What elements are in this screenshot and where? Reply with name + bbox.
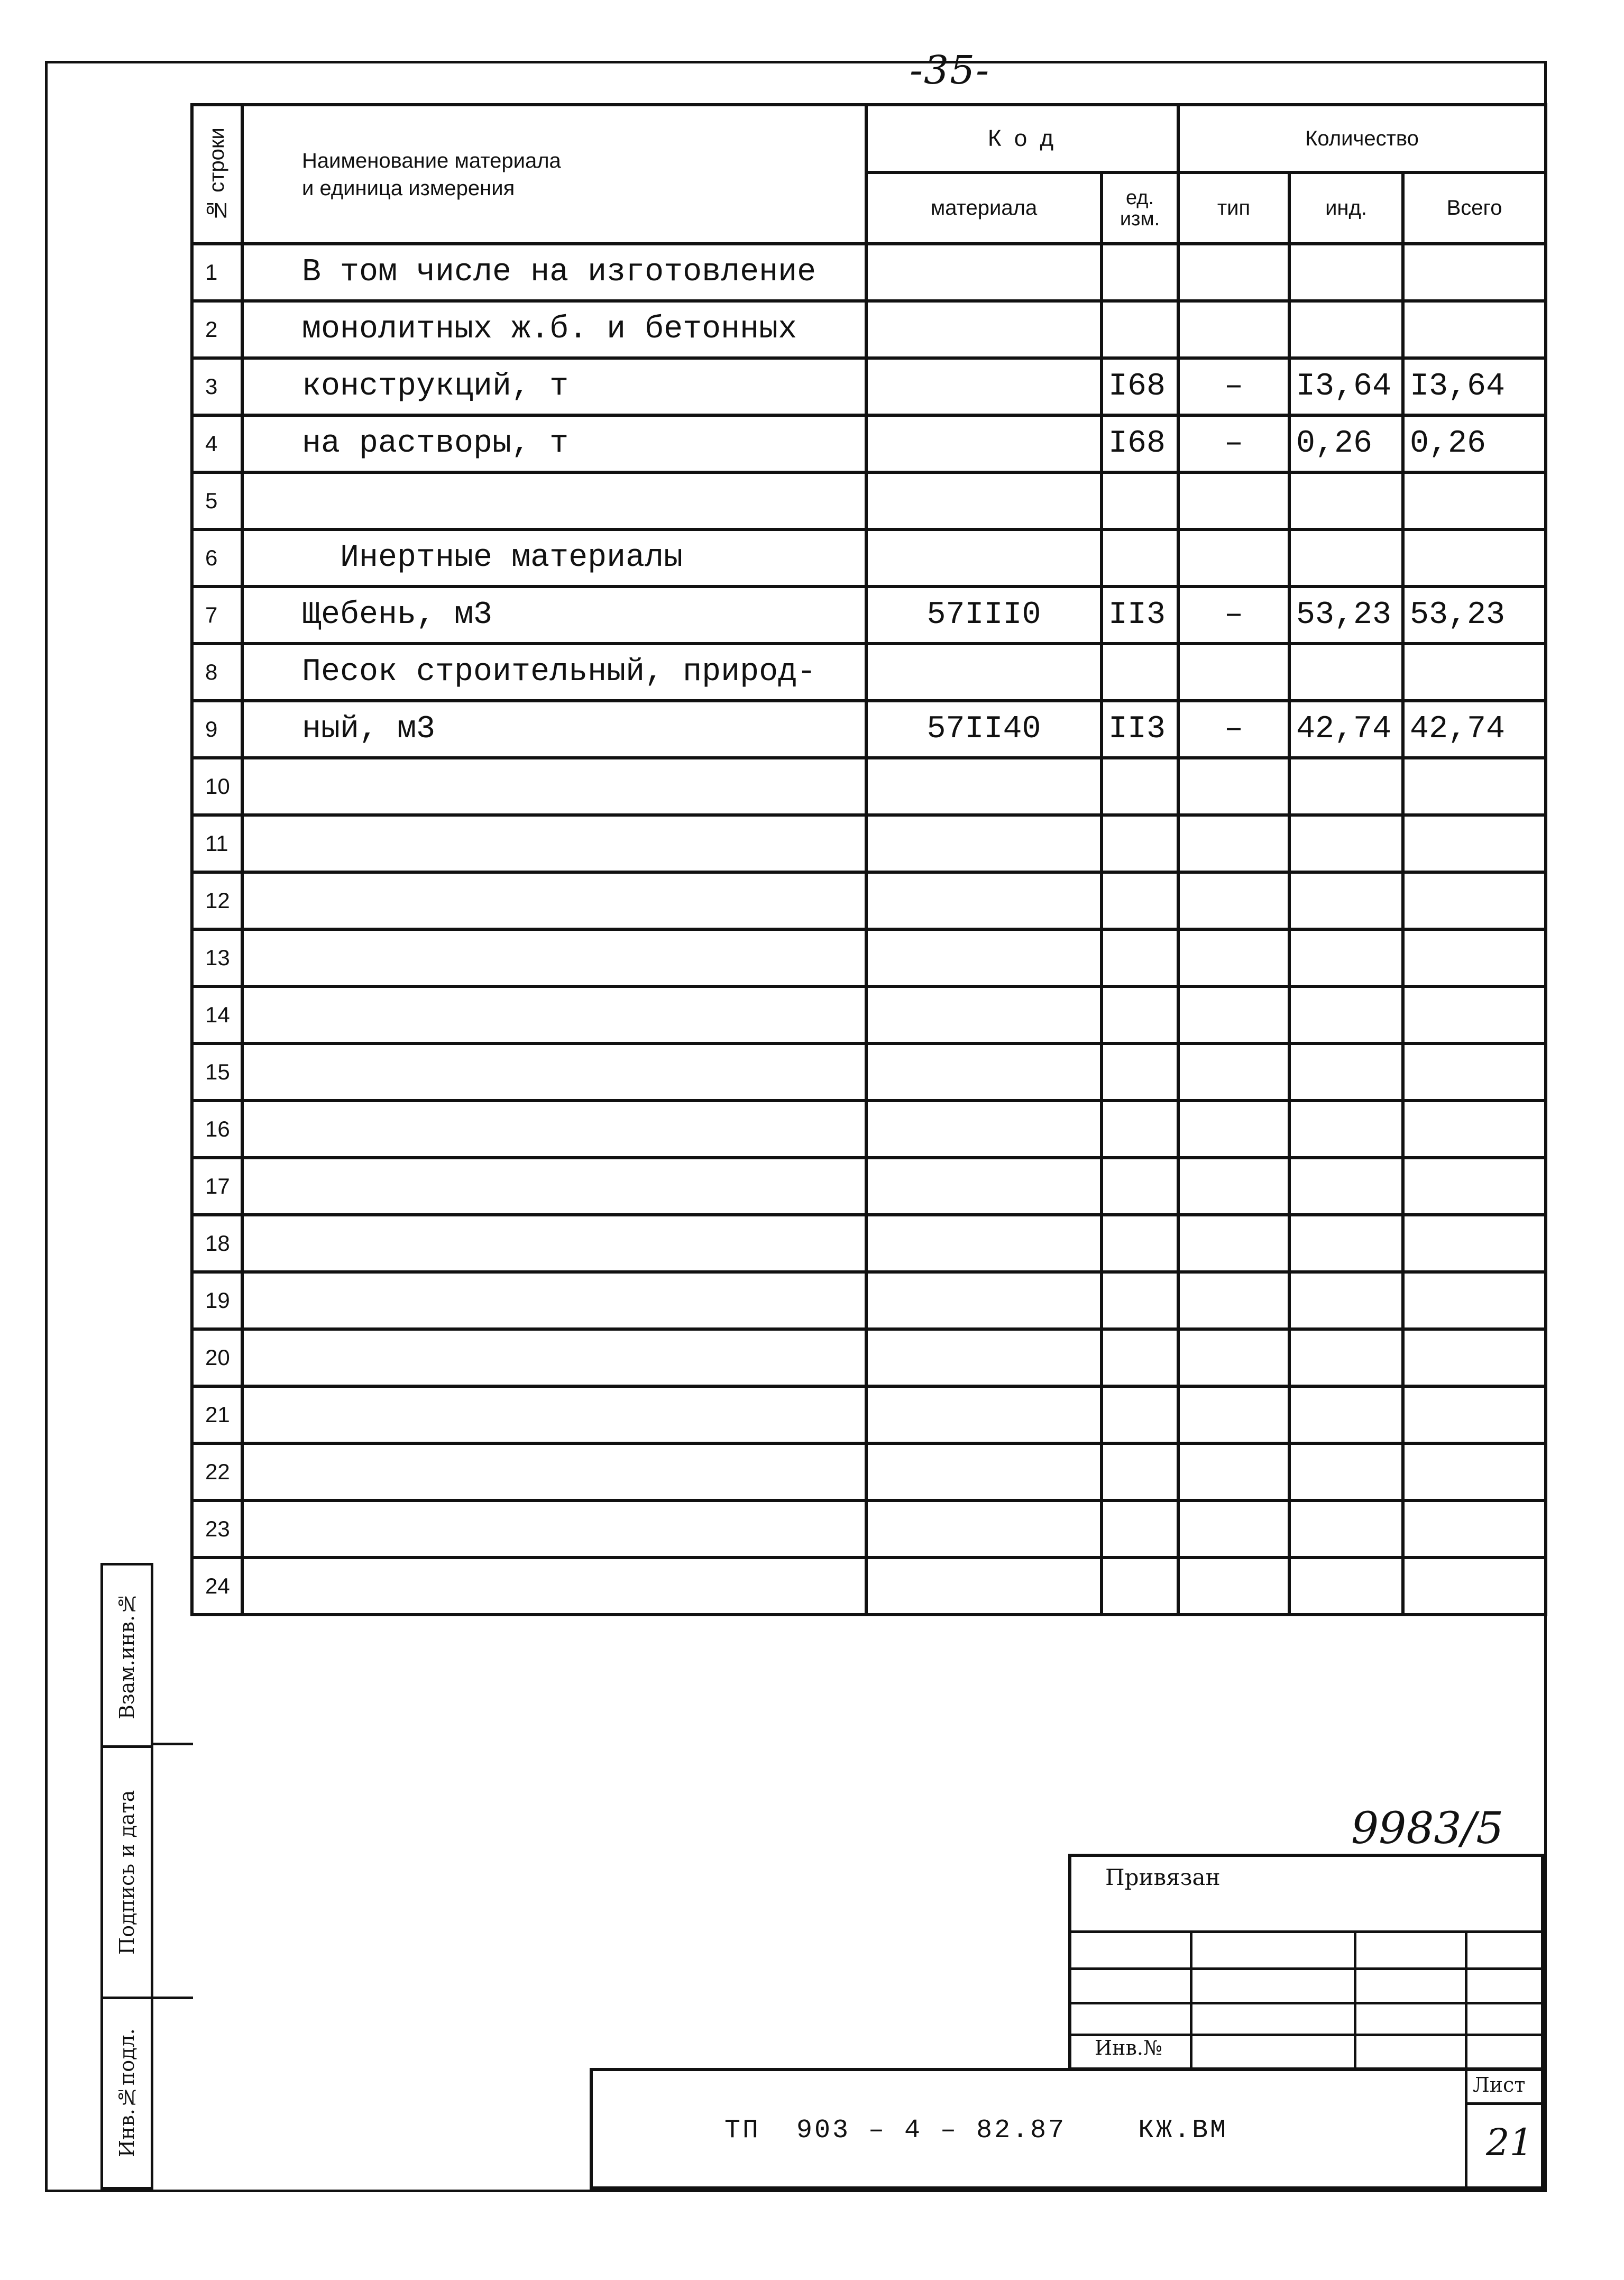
cell-code (866, 472, 1102, 529)
cell-ind (1289, 815, 1403, 872)
cell-name (242, 1329, 866, 1386)
cell-unit (1102, 529, 1178, 587)
cell-no: 24 (192, 1558, 242, 1615)
header-ind: инд. (1289, 172, 1403, 244)
cell-unit: II3 (1102, 587, 1178, 644)
cell-unit: I68 (1102, 415, 1178, 472)
table-row (192, 644, 1546, 701)
cell-ind (1289, 1443, 1403, 1500)
cell-no: 18 (192, 1215, 242, 1272)
cell-total (1403, 1215, 1546, 1272)
cell-ind (1289, 872, 1403, 929)
cell-unit (1102, 644, 1178, 701)
cell-code (866, 929, 1102, 986)
cell-no: 11 (192, 815, 242, 872)
header-quantity: Количество (1178, 105, 1546, 172)
side-stamp-strip (151, 1563, 196, 2190)
cell-type (1178, 758, 1289, 815)
cell-ind (1289, 1558, 1403, 1615)
inv-no-label: Инв.№ (1095, 2036, 1162, 2059)
cell-code (866, 1443, 1102, 1500)
cell-unit (1102, 929, 1178, 986)
cell-code: 57III0 (866, 587, 1102, 644)
cell-name (242, 872, 866, 929)
cell-code (866, 1386, 1102, 1443)
cell-ind (1289, 244, 1403, 301)
cell-unit (1102, 1158, 1178, 1215)
cell-ind (1289, 1101, 1403, 1158)
cell-no: 14 (192, 986, 242, 1043)
cell-unit (1102, 986, 1178, 1043)
cell-total: 0,26 (1403, 415, 1546, 472)
table-row (192, 301, 1546, 358)
cell-total (1403, 1443, 1546, 1500)
cell-total: 53,23 (1403, 587, 1546, 644)
cell-ind: 0,26 (1289, 415, 1403, 472)
cell-name: Песок строительный, природ- (242, 644, 866, 701)
cell-name (242, 1443, 866, 1500)
cell-type (1178, 872, 1289, 929)
cell-unit (1102, 1272, 1178, 1329)
cell-code (866, 1558, 1102, 1615)
cell-ind (1289, 1272, 1403, 1329)
cell-ind (1289, 1215, 1403, 1272)
cell-unit: I68 (1102, 358, 1178, 415)
cell-total: 42,74 (1403, 701, 1546, 758)
page-number: -35- (910, 48, 990, 93)
sheet-label: Лист (1473, 2073, 1526, 2096)
table-row (192, 529, 1546, 587)
table-row (192, 1443, 1546, 1500)
side-inv-podl: Инв.№подл. (100, 1997, 153, 2190)
tb-hline-2 (1068, 1967, 1544, 1970)
cell-type: – (1178, 701, 1289, 758)
cell-code (866, 358, 1102, 415)
cell-type (1178, 1158, 1289, 1215)
table-row (192, 244, 1546, 301)
cell-total (1403, 244, 1546, 301)
cell-unit (1102, 1443, 1178, 1500)
cell-type (1178, 644, 1289, 701)
cell-no: 20 (192, 1329, 242, 1386)
table-row (192, 1158, 1546, 1215)
cell-ind (1289, 929, 1403, 986)
cell-total (1403, 1043, 1546, 1101)
cell-code (866, 1215, 1102, 1272)
cell-no: 19 (192, 1272, 242, 1329)
cell-type (1178, 1101, 1289, 1158)
cell-type (1178, 1215, 1289, 1272)
cell-type (1178, 986, 1289, 1043)
cell-type (1178, 529, 1289, 587)
cell-no: 6 (192, 529, 242, 587)
table-row (192, 1558, 1546, 1615)
cell-no: 17 (192, 1158, 242, 1215)
cell-no: 3 (192, 358, 242, 415)
tb-vline-1 (1190, 1930, 1192, 2071)
cell-ind (1289, 1329, 1403, 1386)
side-divider-2 (151, 1997, 193, 1999)
cell-code (866, 529, 1102, 587)
table-row (192, 415, 1546, 472)
table-row (192, 1215, 1546, 1272)
table-row (192, 1386, 1546, 1443)
cell-name (242, 986, 866, 1043)
cell-total (1403, 815, 1546, 872)
side-vzam-inv: Взам.инв.№ (100, 1563, 153, 1748)
cell-ind: I3,64 (1289, 358, 1403, 415)
privyazan-label: Привязан (1105, 1864, 1221, 1890)
side-podpis-data: Подпись и дата (100, 1745, 153, 1999)
cell-name: ный, м3 (242, 701, 866, 758)
header-name: Наименование материала и единица измерения (242, 105, 866, 244)
cell-code (866, 301, 1102, 358)
cell-name: В том числе на изготовление (242, 244, 866, 301)
table-row (192, 986, 1546, 1043)
cell-code (866, 758, 1102, 815)
cell-no: 23 (192, 1500, 242, 1558)
cell-name (242, 815, 866, 872)
cell-type (1178, 815, 1289, 872)
table-row (192, 587, 1546, 644)
cell-unit (1102, 472, 1178, 529)
cell-code (866, 644, 1102, 701)
cell-name: монолитных ж.б. и бетонных (242, 301, 866, 358)
cell-code (866, 815, 1102, 872)
cell-ind (1289, 1386, 1403, 1443)
cell-code: 57II40 (866, 701, 1102, 758)
cell-type (1178, 1043, 1289, 1101)
cell-ind (1289, 301, 1403, 358)
cell-no: 16 (192, 1101, 242, 1158)
cell-code (866, 1500, 1102, 1558)
cell-total (1403, 301, 1546, 358)
cell-unit (1102, 1500, 1178, 1558)
table-body (192, 244, 1546, 1615)
cell-type: – (1178, 415, 1289, 472)
cell-unit (1102, 301, 1178, 358)
document-code: ТП 903 – 4 – 82.87 КЖ.ВМ (724, 2116, 1228, 2146)
cell-no: 15 (192, 1043, 242, 1101)
cell-type (1178, 301, 1289, 358)
cell-no: 7 (192, 587, 242, 644)
cell-name (242, 472, 866, 529)
handwritten-number: 9983/5 (1351, 1803, 1504, 1854)
table-row (192, 758, 1546, 815)
cell-name: конструкций, т (242, 358, 866, 415)
header-unit: ед. изм. (1102, 172, 1178, 244)
cell-code (866, 1101, 1102, 1158)
table-row (192, 472, 1546, 529)
cell-total (1403, 872, 1546, 929)
cell-code (866, 986, 1102, 1043)
cell-total (1403, 1329, 1546, 1386)
cell-total: I3,64 (1403, 358, 1546, 415)
cell-no: 8 (192, 644, 242, 701)
cell-type (1178, 1386, 1289, 1443)
cell-code (866, 872, 1102, 929)
tb-hline-1 (1068, 1930, 1544, 1933)
table-row (192, 1101, 1546, 1158)
cell-name (242, 1272, 866, 1329)
cell-code (866, 415, 1102, 472)
cell-unit (1102, 1386, 1178, 1443)
cell-type (1178, 1558, 1289, 1615)
cell-ind (1289, 644, 1403, 701)
header-type: тип (1178, 172, 1289, 244)
cell-code (866, 1158, 1102, 1215)
cell-total (1403, 1158, 1546, 1215)
cell-total (1403, 1500, 1546, 1558)
cell-ind (1289, 986, 1403, 1043)
cell-code (866, 1272, 1102, 1329)
cell-total (1403, 758, 1546, 815)
cell-name: Щебень, м3 (242, 587, 866, 644)
table-row (192, 929, 1546, 986)
cell-type (1178, 244, 1289, 301)
cell-total (1403, 1272, 1546, 1329)
header-row-number: № строки (192, 105, 242, 244)
table-row (192, 815, 1546, 872)
cell-unit (1102, 758, 1178, 815)
cell-name (242, 1386, 866, 1443)
cell-no: 13 (192, 929, 242, 986)
cell-no: 22 (192, 1443, 242, 1500)
cell-name: Инертные материалы (242, 529, 866, 587)
table-row (192, 1500, 1546, 1558)
table-row (192, 1272, 1546, 1329)
cell-type (1178, 929, 1289, 986)
cell-ind: 53,23 (1289, 587, 1403, 644)
cell-type (1178, 1272, 1289, 1329)
cell-no: 2 (192, 301, 242, 358)
cell-unit (1102, 1101, 1178, 1158)
cell-no: 9 (192, 701, 242, 758)
cell-code (866, 244, 1102, 301)
cell-type (1178, 472, 1289, 529)
table-row (192, 701, 1546, 758)
cell-name (242, 1043, 866, 1101)
cell-type (1178, 1500, 1289, 1558)
materials-table (190, 103, 1547, 1616)
header-code: К о д (866, 105, 1178, 172)
table-row (192, 1043, 1546, 1101)
cell-no: 21 (192, 1386, 242, 1443)
sheet-number: 21 (1486, 2121, 1534, 2164)
cell-name (242, 1558, 866, 1615)
cell-total (1403, 644, 1546, 701)
cell-type (1178, 1329, 1289, 1386)
tb-hline-3 (1068, 2002, 1544, 2004)
table-row (192, 1329, 1546, 1386)
cell-no: 10 (192, 758, 242, 815)
cell-total (1403, 986, 1546, 1043)
cell-code (866, 1043, 1102, 1101)
cell-unit (1102, 1043, 1178, 1101)
cell-ind (1289, 472, 1403, 529)
cell-total (1403, 1101, 1546, 1158)
cell-unit (1102, 815, 1178, 872)
cell-name (242, 929, 866, 986)
cell-name (242, 758, 866, 815)
tb-vline-2 (1354, 1930, 1356, 2071)
side-divider-1 (151, 1743, 193, 1745)
cell-ind: 42,74 (1289, 701, 1403, 758)
cell-total (1403, 472, 1546, 529)
cell-type: – (1178, 587, 1289, 644)
cell-ind (1289, 1500, 1403, 1558)
cell-unit (1102, 244, 1178, 301)
cell-ind (1289, 1043, 1403, 1101)
header-material: материала (866, 172, 1102, 244)
sheet-divider (1465, 2102, 1544, 2105)
cell-no: 1 (192, 244, 242, 301)
cell-unit (1102, 1558, 1178, 1615)
cell-ind (1289, 1158, 1403, 1215)
cell-unit (1102, 1329, 1178, 1386)
cell-unit (1102, 872, 1178, 929)
cell-code (866, 1329, 1102, 1386)
cell-name (242, 1158, 866, 1215)
cell-no: 12 (192, 872, 242, 929)
cell-ind (1289, 529, 1403, 587)
cell-name (242, 1500, 866, 1558)
cell-name (242, 1101, 866, 1158)
header-total: Всего (1403, 172, 1546, 244)
cell-total (1403, 1558, 1546, 1615)
cell-ind (1289, 758, 1403, 815)
cell-total (1403, 1386, 1546, 1443)
cell-name (242, 1215, 866, 1272)
cell-name: на растворы, т (242, 415, 866, 472)
cell-no: 5 (192, 472, 242, 529)
cell-type: – (1178, 358, 1289, 415)
table-row (192, 872, 1546, 929)
cell-type (1178, 1443, 1289, 1500)
cell-total (1403, 929, 1546, 986)
cell-unit: II3 (1102, 701, 1178, 758)
table-row (192, 358, 1546, 415)
cell-unit (1102, 1215, 1178, 1272)
cell-no: 4 (192, 415, 242, 472)
cell-total (1403, 529, 1546, 587)
